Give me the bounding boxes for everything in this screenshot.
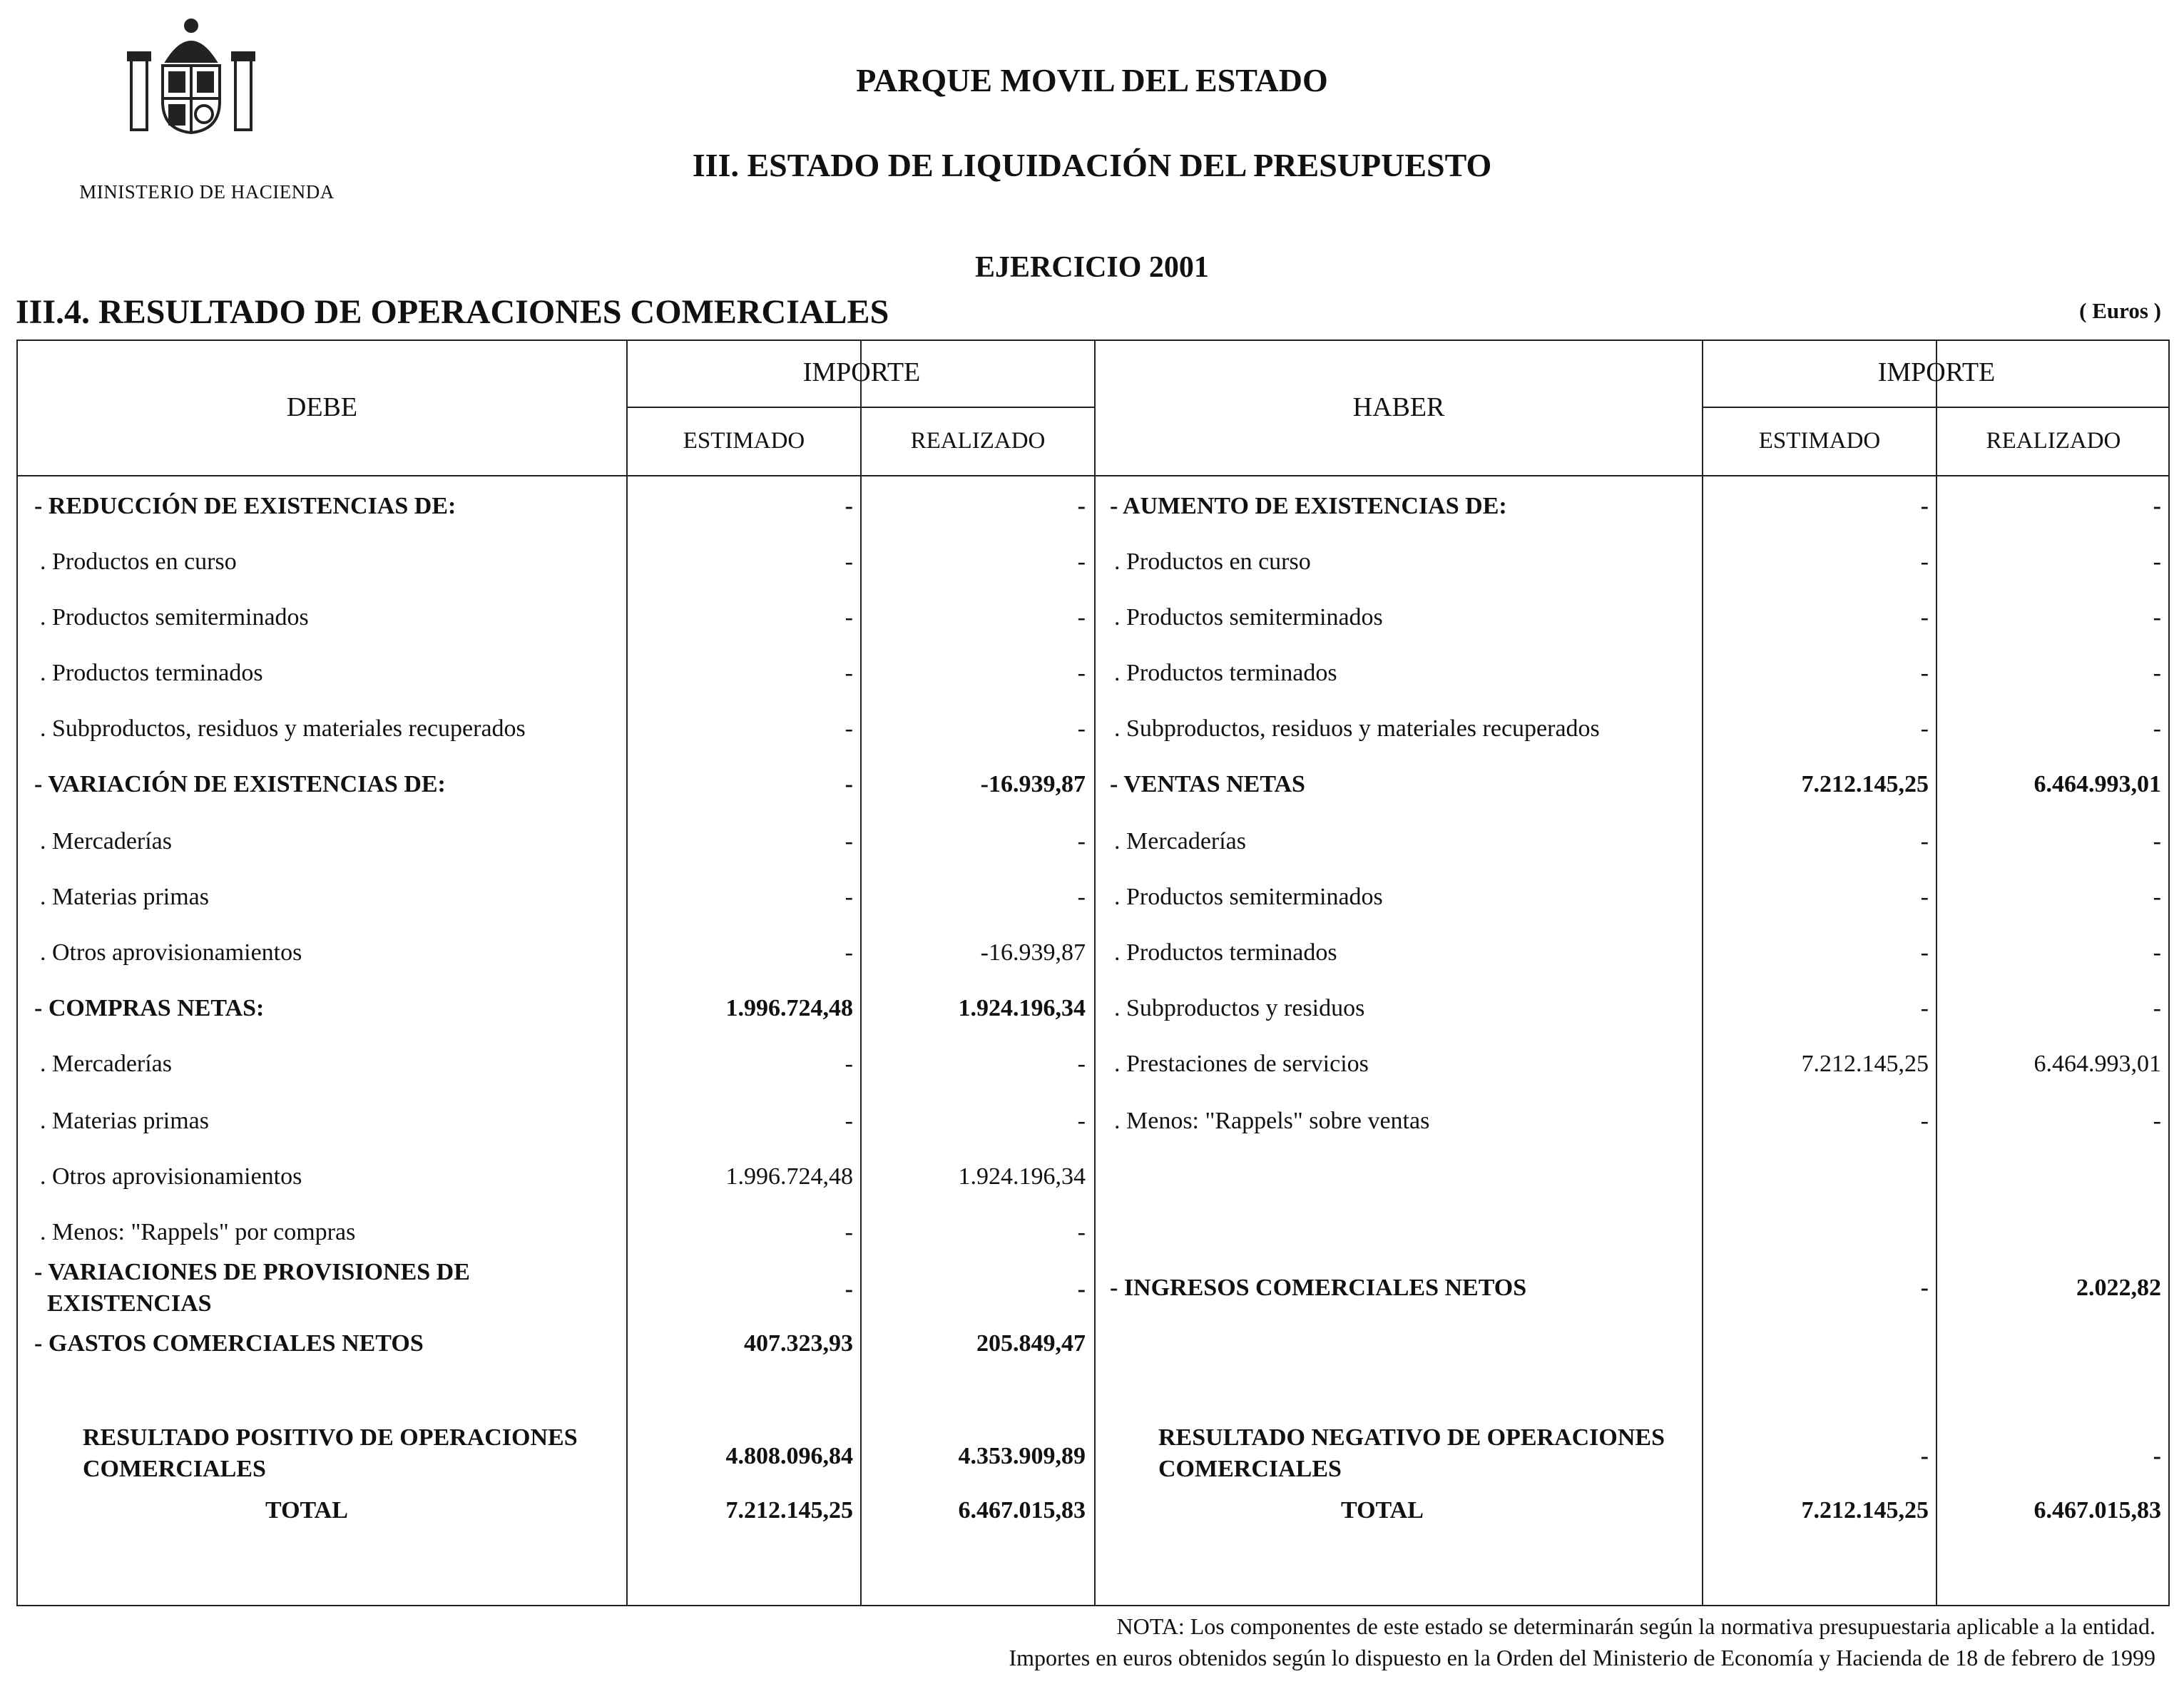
haber-realizado-value: - [2153,715,2161,742]
resultado-positivo-label-2: COMERCIALES [83,1456,266,1482]
units-label: ( Euros ) [2079,298,2161,323]
year-title: EJERCICIO 2001 [975,251,1209,284]
haber-estimado-value: - [1920,715,1929,742]
haber-estimado-value: 7.212.145,25 [1801,1051,1929,1077]
debe-estimado-value: 407.323,93 [744,1330,853,1357]
debe-estimado-value: - [844,1276,853,1302]
estimado-header-debe: ESTIMADO [683,428,805,454]
debe-row-label: . Productos terminados [40,660,263,686]
debe-realizado-value: 1.924.196,34 [958,1163,1086,1190]
realizado-header-debe: REALIZADO [910,428,1046,454]
debe-row-label: - VARIACIÓN DE EXISTENCIAS DE: [34,771,446,797]
haber-estimado-value: - [1920,548,1929,575]
haber-realizado-value: - [2153,828,2161,854]
haber-estimado-value: - [1920,828,1929,854]
section-title: III.4. RESULTADO DE OPERACIONES COMERCIALES [16,293,889,331]
debe-realizado-value: - [1077,1276,1086,1302]
debe-estimado-value: - [844,660,853,686]
debe-realizado-value: - [1077,828,1086,854]
divider [1702,340,1703,1606]
debe-estimado-value: - [844,1219,853,1245]
ministry-label: MINISTERIO DE HACIENDA [79,181,335,203]
debe-estimado-value: - [844,715,853,742]
debe-row-label-2: EXISTENCIAS [47,1290,212,1317]
debe-realizado-value: - [1077,493,1086,519]
realizado-header-haber: REALIZADO [1986,428,2121,454]
debe-estimado-value: 1.996.724,48 [725,1163,853,1190]
debe-realizado-value: -16.939,87 [980,939,1086,966]
haber-row-label: - VENTAS NETAS [1110,771,1305,797]
estimado-header-haber: ESTIMADO [1758,428,1881,454]
divider [626,407,1096,408]
resultado-negativo-label: RESULTADO NEGATIVO DE OPERACIONES [1158,1424,1665,1451]
debe-realizado-value: - [1077,548,1086,575]
divider [860,340,862,1606]
debe-row-label: - COMPRAS NETAS: [34,995,265,1021]
debe-estimado-value: - [844,771,853,797]
debe-row-label: . Materias primas [40,1108,209,1134]
haber-estimado-value: - [1920,939,1929,966]
total-label-haber: TOTAL [1341,1497,1424,1524]
debe-estimado-value: - [844,548,853,575]
haber-realizado-value: - [2153,884,2161,910]
total-label-debe: TOTAL [265,1497,348,1524]
haber-row-label: - INGRESOS COMERCIALES NETOS [1110,1275,1527,1301]
haber-estimado-value: - [1920,1275,1929,1301]
haber-realizado-value: - [2153,660,2161,686]
haber-realizado-value: - [2153,548,2161,575]
debe-row-label: . Otros aprovisionamientos [40,1163,302,1190]
debe-row-label: . Mercaderías [40,828,173,854]
debe-row-label: - GASTOS COMERCIALES NETOS [34,1330,424,1357]
debe-row-label: . Productos semiterminados [40,604,309,631]
debe-row-label: . Mercaderías [40,1051,173,1077]
statement-title: III. ESTADO DE LIQUIDACIÓN DEL PRESUPUESTO [692,147,1492,183]
haber-row-label: . Subproductos y residuos [1114,995,1365,1021]
debe-row-label: . Otros aprovisionamientos [40,939,302,966]
haber-realizado-value: - [2153,604,2161,631]
debe-estimado-value: - [844,939,853,966]
resultado-positivo-realizado: 4.353.909,89 [958,1443,1086,1469]
importe-header-debe: IMPORTE [802,357,921,387]
debe-realizado-value: - [1077,1051,1086,1077]
haber-estimado-value: - [1920,660,1929,686]
haber-row-label: . Productos terminados [1114,939,1337,966]
total-debe-estimado: 7.212.145,25 [725,1497,853,1524]
nota-line-1: NOTA: Los componentes de este estado se determinarán según la normativa presupuestaria aplicable a la entidad. [1116,1613,2155,1639]
table-frame [16,340,2170,1606]
debe-realizado-value: 205.849,47 [976,1330,1086,1357]
debe-realizado-value: - [1077,1108,1086,1134]
debe-row-label: - VARIACIONES DE PROVISIONES DE [34,1259,470,1285]
resultado-negativo-label-2: COMERCIALES [1158,1456,1342,1482]
debe-row-label: . Subproductos, residuos y materiales recuperados [40,715,526,742]
importe-header-haber: IMPORTE [1877,357,1996,387]
debe-estimado-value: - [844,884,853,910]
resultado-positivo-label: RESULTADO POSITIVO DE OPERACIONES [83,1424,578,1451]
total-debe-realizado: 6.467.015,83 [958,1497,1086,1524]
debe-realizado-value: - [1077,604,1086,631]
debe-estimado-value: - [844,493,853,519]
debe-estimado-value: - [844,1051,853,1077]
haber-realizado-value: - [2153,939,2161,966]
debe-estimado-value: 1.996.724,48 [725,995,853,1021]
debe-row-label: . Materias primas [40,884,209,910]
debe-realizado-value: - [1077,715,1086,742]
haber-row-label: . Prestaciones de servicios [1114,1051,1369,1077]
haber-realizado-value: 2.022,82 [2076,1275,2161,1301]
divider [16,475,2170,476]
debe-header: DEBE [286,392,358,422]
haber-estimado-value: - [1920,493,1929,519]
haber-estimado-value: - [1920,884,1929,910]
haber-realizado-value: - [2153,995,2161,1021]
divider [1094,340,1096,1606]
total-haber-estimado: 7.212.145,25 [1801,1497,1929,1524]
haber-row-label: . Subproductos, residuos y materiales recuperados [1114,715,1600,742]
debe-estimado-value: - [844,1108,853,1134]
divider [626,340,628,1606]
haber-row-label: . Menos: "Rappels" sobre ventas [1114,1108,1430,1134]
haber-row-label: . Productos semiterminados [1114,604,1383,631]
haber-header: HABER [1352,392,1445,422]
debe-row-label: - REDUCCIÓN DE EXISTENCIAS DE: [34,493,456,519]
haber-row-label: . Productos semiterminados [1114,884,1383,910]
resultado-negativo-realizado: - [2153,1443,2161,1469]
nota-line-2: Importes en euros obtenidos según lo dispuesto en la Orden del Ministerio de Economía y Hacienda de 18 de febrero de 1999 [1009,1645,2155,1670]
haber-row-label: . Productos terminados [1114,660,1337,686]
debe-row-label: . Menos: "Rappels" por compras [40,1219,356,1245]
debe-realizado-value: - [1077,660,1086,686]
debe-estimado-value: - [844,828,853,854]
resultado-negativo-estimado: - [1920,1443,1929,1469]
haber-realizado-value: 6.464.993,01 [2034,771,2161,797]
total-haber-realizado: 6.467.015,83 [2034,1497,2161,1524]
debe-realizado-value: - [1077,884,1086,910]
haber-estimado-value: - [1920,1108,1929,1134]
debe-realizado-value: - [1077,1219,1086,1245]
haber-realizado-value: - [2153,1108,2161,1134]
haber-estimado-value: - [1920,604,1929,631]
haber-estimado-value: - [1920,995,1929,1021]
haber-row-label: - AUMENTO DE EXISTENCIAS DE: [1110,493,1507,519]
divider [1936,340,1937,1606]
entity-title: PARQUE MOVIL DEL ESTADO [856,62,1328,98]
divider [1702,407,2170,408]
haber-estimado-value: 7.212.145,25 [1801,771,1929,797]
haber-row-label: . Mercaderías [1114,828,1247,854]
resultado-positivo-estimado: 4.808.096,84 [725,1443,853,1469]
haber-row-label: . Productos en curso [1114,548,1311,575]
haber-realizado-value: - [2153,493,2161,519]
debe-estimado-value: - [844,604,853,631]
debe-row-label: . Productos en curso [40,548,237,575]
debe-realizado-value: 1.924.196,34 [958,995,1086,1021]
haber-realizado-value: 6.464.993,01 [2034,1051,2161,1077]
debe-realizado-value: -16.939,87 [980,771,1086,797]
